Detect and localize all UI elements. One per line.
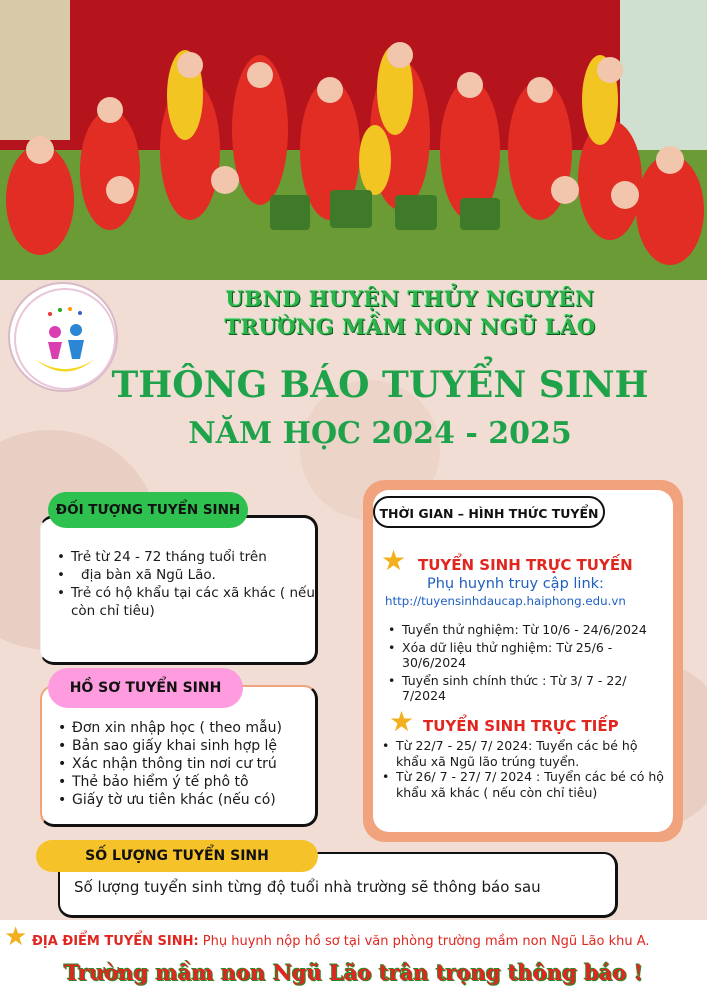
list-item: • địa bàn xã Ngũ Lão. (55, 566, 315, 584)
page-title: THÔNG BÁO TUYỂN SINH (111, 364, 649, 406)
target-card (40, 515, 318, 665)
online-subheading: Phụ huynh truy cập link: (427, 576, 604, 592)
documents-heading: HỒ SƠ TUYỂN SINH (48, 668, 243, 708)
location-text: Phụ huynh nộp hồ sơ tại văn phòng trường mầm non Ngũ Lão khu A. (198, 934, 650, 949)
class-photo-illustration (0, 0, 707, 280)
offline-schedule-list (380, 738, 665, 800)
star-icon: ★ (389, 705, 415, 738)
star-icon: ★ (381, 544, 407, 577)
list-item: • Tuyển thử nghiệm: Từ 10/6 - 24/6/2024 (386, 622, 668, 638)
list-item: • Từ 22/7 - 25/ 7/ 2024: Tuyển các bé hộ khẩu xã Ngũ lão trúng tuyển. (380, 738, 665, 769)
class-photo (0, 0, 707, 280)
online-heading: TUYỂN SINH TRỰC TUYẾN (418, 556, 633, 574)
list-item: • Bản sao giấy khai sinh hợp lệ (56, 737, 316, 755)
list-item: • Tuyển sinh chính thức : Từ 3/ 7 - 22/ 7/2024 (386, 673, 668, 704)
location-label: ĐỊA ĐIỂM TUYỂN SINH: (32, 934, 199, 949)
registration-link[interactable]: http://tuyensinhdaucap.haiphong.edu.vn (385, 594, 626, 608)
schedule-heading: THỜI GIAN – HÌNH THỨC TUYỂN (373, 496, 605, 528)
list-item: • Xóa dữ liệu thử nghiệm: Từ 25/6 - 30/6/2024 (386, 640, 668, 671)
list-item: • Trẻ từ 24 - 72 tháng tuổi trên (55, 548, 315, 566)
school-year: NĂM HỌC 2024 - 2025 (188, 416, 572, 451)
list-item: • Đơn xin nhập học ( theo mẫu) (56, 719, 316, 737)
star-icon: ★ (4, 922, 28, 952)
list-item: • Thẻ bảo hiểm ý tế phô tô (56, 773, 316, 791)
documents-list (56, 719, 316, 809)
target-list (55, 548, 315, 620)
list-item: • Giấy tờ ưu tiên khác (nếu có) (56, 791, 316, 809)
online-schedule-list (386, 622, 668, 704)
quantity-heading: SỐ LƯỢNG TUYỂN SINH (36, 840, 318, 872)
list-item: • Từ 26/ 7 - 27/ 7/ 2024 : Tuyển các bé có hộ khẩu xã khác ( nếu còn chỉ tiêu) (380, 769, 665, 800)
list-item: • Xác nhận thông tin nơi cư trú (56, 755, 316, 773)
target-heading: ĐỐI TƯỢNG TUYỂN SINH (48, 492, 248, 528)
location-line (32, 934, 707, 949)
footer-message: Trường mầm non Ngũ Lão trân trọng thông báo ! (63, 960, 644, 985)
school-name: TRƯỜNG MẦM NON NGŨ LÃO (224, 314, 596, 339)
quantity-text: Số lượng tuyển sinh từng độ tuổi nhà trường sẽ thông báo sau (74, 878, 541, 896)
list-item: • Trẻ có hộ khẩu tại các xã khác ( nếu còn chỉ tiêu) (55, 584, 315, 620)
offline-heading: TUYỂN SINH TRỰC TIẾP (423, 717, 619, 735)
district-name: UBND HUYỆN THỦY NGUYÊN (225, 286, 595, 311)
